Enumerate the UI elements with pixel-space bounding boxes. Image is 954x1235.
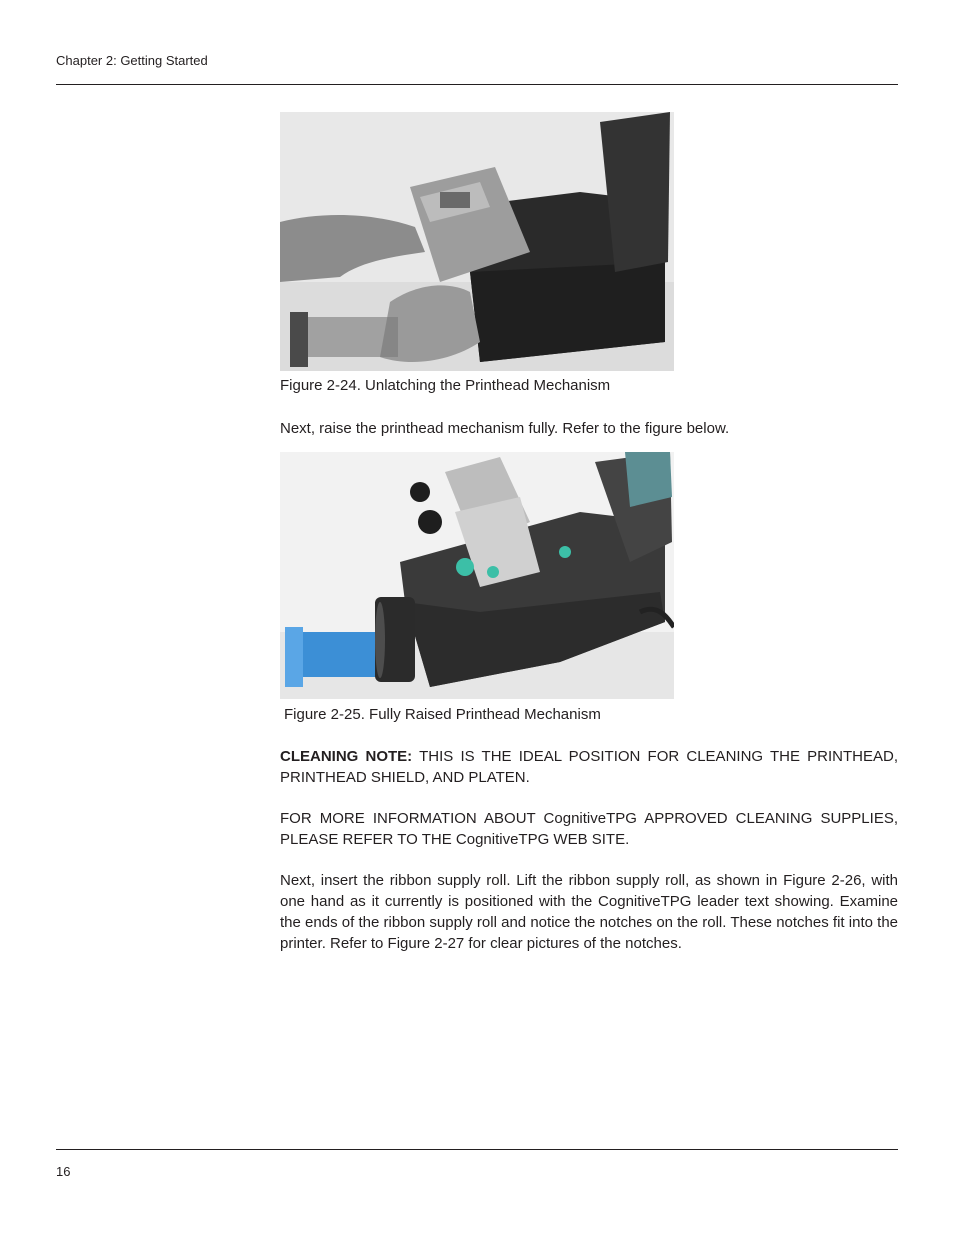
figure-2-25-photo bbox=[280, 452, 674, 699]
figure-2-25-caption: Figure 2-25. Fully Raised Printhead Mechanism bbox=[284, 706, 601, 723]
footer-rule bbox=[56, 1149, 898, 1150]
page-number: 16 bbox=[56, 1164, 71, 1179]
paragraph-insert-ribbon: Next, insert the ribbon supply roll. Lift the ribbon supply roll, as shown in Figure 2-26, with one hand as it currently is positioned with the CognitiveTPG leader text showing. Examine the ends of the ribbon supply roll and notice the notches on the roll. These notches fit into the printer. Refer to Figure 2-27 for clear pictures of the notches. bbox=[280, 872, 898, 952]
cleaning-note bbox=[280, 746, 898, 788]
figure-2-24-caption: Figure 2-24. Unlatching the Printhead Mechanism bbox=[280, 377, 611, 394]
running-header: Chapter 2: Getting Started bbox=[56, 53, 208, 68]
paragraph-more-info: FOR MORE INFORMATION ABOUT CognitiveTPG APPROVED CLEANING SUPPLIES, PLEASE REFER TO THE CognitiveTPG WEB SITE. bbox=[280, 810, 898, 848]
header-rule bbox=[56, 84, 898, 85]
cleaning-note-label: CLEANING NOTE: bbox=[280, 748, 413, 765]
paragraph-raise-printhead: Next, raise the printhead mechanism fully. Refer to the figure below. bbox=[280, 420, 730, 437]
figure-2-24-photo bbox=[280, 112, 674, 371]
cleaning-note-text: THIS IS THE IDEAL POSITION FOR CLEANING THE PRINTHEAD, PRINTHEAD SHIELD, AND PLATEN. bbox=[280, 748, 898, 786]
